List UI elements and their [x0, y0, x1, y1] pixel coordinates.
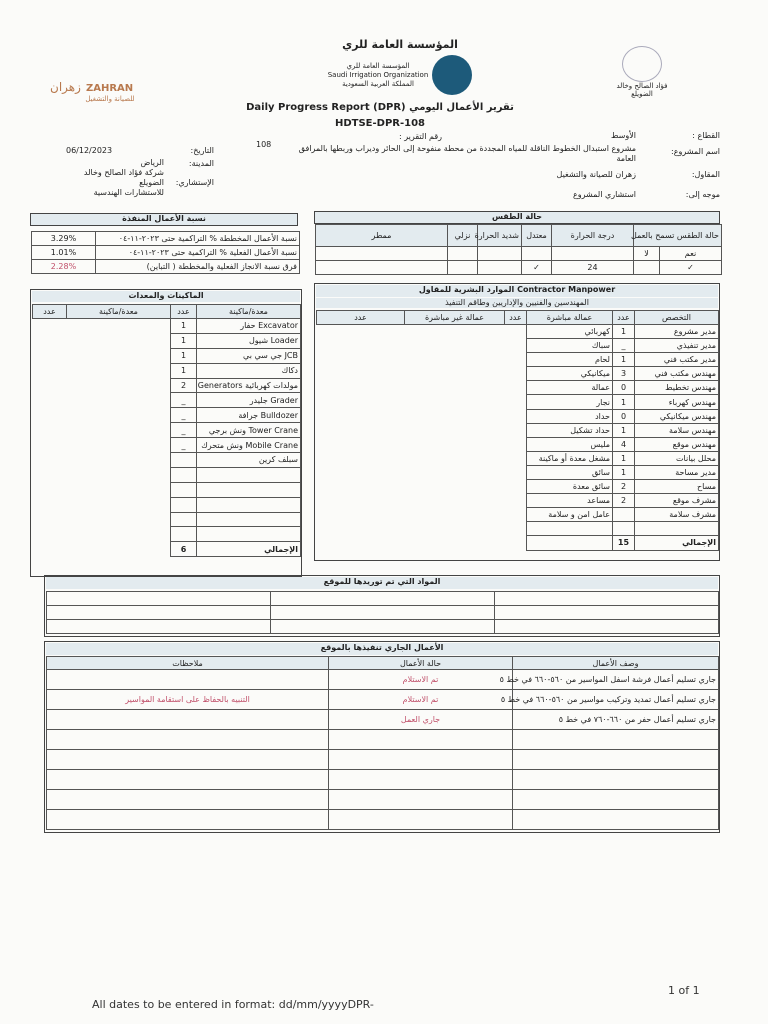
manpower-row — [317, 325, 719, 339]
works-row — [47, 670, 719, 690]
mp-header-count-1: عدد — [613, 311, 635, 325]
equipment-row — [33, 408, 301, 423]
works-status: جاري العمل — [329, 710, 513, 730]
works-status: تم الاستلام — [329, 670, 513, 690]
date-format-note: All dates to be entered in format: dd/mm/yyyyDPR- — [92, 998, 374, 1011]
weather-header-dust: نزلي — [448, 225, 478, 247]
manpower-row — [317, 339, 719, 353]
weather-header-moderate: معتدل — [522, 225, 552, 247]
weather-no: لا — [634, 247, 660, 261]
manpower-cell: 3 — [613, 367, 635, 381]
manpower-cell: مدير مساحة — [635, 465, 719, 479]
manpower-cell: مشرف سلامة — [635, 508, 719, 522]
equipment-cell — [197, 512, 301, 527]
equipment-row — [33, 542, 301, 557]
manpower-title: الموارد البشرية للمقاول Contractor Manpower — [316, 285, 718, 297]
manpower-cell: سباك — [527, 339, 613, 353]
manpower-cell: 2 — [613, 494, 635, 508]
equipment-row — [33, 423, 301, 438]
left-logo-caption: فؤاد الصالح وخالد الضويلع — [616, 82, 668, 98]
works-table — [46, 656, 719, 830]
equipment-cell — [171, 482, 197, 497]
works-header-description: وصف الأعمال — [513, 657, 719, 670]
weather-value — [478, 261, 522, 275]
info-labels-right — [640, 128, 720, 203]
works-note: التنبيه بالحفاظ على استقامة المواسير — [47, 690, 329, 710]
manpower-cell: 1 — [613, 451, 635, 465]
manpower-cell: مدير مكتب فني — [635, 353, 719, 367]
info-values-right — [290, 128, 636, 203]
to-value: استشاري المشروع — [572, 190, 636, 199]
weather-allowed-check: ✓ — [660, 261, 722, 275]
weather-yes: نعم — [660, 247, 722, 261]
equipment-row — [33, 393, 301, 408]
manpower-cell: مشغل معدة أو ماكينة — [527, 451, 613, 465]
works-description — [513, 790, 719, 810]
manpower-row — [317, 465, 719, 479]
equipment-cell: دكاك — [197, 363, 301, 378]
equipment-cell — [197, 467, 301, 482]
equipment-cell — [171, 497, 197, 512]
equipment-row — [33, 319, 301, 334]
zahran-logo — [50, 76, 170, 103]
equipment-cell: 1 — [171, 333, 197, 348]
manpower-cell: حداد تشكيل — [527, 423, 613, 437]
report-no-value: 108 — [256, 140, 272, 149]
works-note — [47, 730, 329, 750]
works-row — [47, 710, 719, 730]
zahran-sub: للصيانة والتشغيل — [85, 95, 135, 103]
equipment-row — [33, 438, 301, 453]
manpower-cell: مهندس موقع — [635, 437, 719, 451]
weather-value — [316, 261, 448, 275]
manpower-cell: مهندس تخطيط — [635, 381, 719, 395]
equipment-table — [32, 304, 301, 557]
manpower-table — [316, 310, 719, 551]
works-note — [47, 790, 329, 810]
mp-header-indirect: عمالة غير مباشرة — [405, 311, 505, 325]
works-description — [513, 730, 719, 750]
org-name-en: Saudi Irrigation Organization — [327, 70, 429, 79]
manpower-cell: كهربائي — [527, 325, 613, 339]
equipment-cell — [171, 512, 197, 527]
to-label: موجه إلى: — [685, 190, 720, 199]
materials-title: المواد التي تم توريدها للموقع — [46, 577, 718, 589]
manpower-cell: 1 — [613, 353, 635, 367]
equipment-row — [33, 333, 301, 348]
works-description: جاري تسليم أعمال فرشة اسفل المواسير من ٥٦٠-٦٦٠ في خط ٥ — [513, 670, 719, 690]
manpower-cell — [613, 522, 635, 536]
mp-header-specialty: التخصص — [635, 311, 719, 325]
manpower-row — [317, 353, 719, 367]
equipment-row — [33, 467, 301, 482]
manpower-cell: 1 — [613, 465, 635, 479]
equipment-cell: Excavator حفار — [197, 319, 301, 334]
manpower-cell: مهندس كهرباء — [635, 395, 719, 409]
equipment-cell — [171, 527, 197, 542]
manpower-cell: حداد — [527, 409, 613, 423]
actual-percent: 1.01% — [32, 246, 96, 260]
manpower-cell: 4 — [613, 437, 635, 451]
project-value: مشروع استبدال الخطوط الناقلة للمياه المجددة من محطة منفوحة إلى الحائر وديراب وربطها بالمرافق العامة — [298, 144, 636, 163]
equipment-cell: Grader جليدر — [197, 393, 301, 408]
works-description — [513, 810, 719, 830]
works-note — [47, 750, 329, 770]
manpower-row — [317, 395, 719, 409]
equipment-cell: 1 — [171, 348, 197, 363]
manpower-cell: 0 — [613, 409, 635, 423]
manpower-cell: _ — [613, 339, 635, 353]
equipment-cell: Bulldozer جرافة — [197, 408, 301, 423]
manpower-row — [317, 451, 719, 465]
eq-header-count-2: عدد — [33, 305, 67, 319]
works-note — [47, 710, 329, 730]
manpower-row — [317, 423, 719, 437]
equipment-cell — [197, 527, 301, 542]
contractor-label: المقاول: — [691, 170, 720, 179]
works-status — [329, 770, 513, 790]
sector-label: القطاع : — [692, 131, 720, 140]
works-description: جاري تسليم أعمال حفر من ٦٦٠-٧٦٠ في خط ٥ — [513, 710, 719, 730]
works-description — [513, 750, 719, 770]
equipment-row — [33, 378, 301, 393]
works-note — [47, 810, 329, 830]
manpower-row — [317, 409, 719, 423]
equipment-row — [33, 453, 301, 468]
consultant-value-1: شركة فؤاد الصالح وخالد الضويلع — [83, 168, 164, 187]
works-row — [47, 790, 719, 810]
works-row — [47, 750, 719, 770]
variance-percent: 2.28% — [32, 260, 96, 274]
equipment-cell — [197, 482, 301, 497]
left-logo — [612, 46, 672, 98]
equipment-cell: Tower Crane ونش برجي — [197, 423, 301, 438]
weather-value — [634, 261, 660, 275]
equipment-cell: 6 — [171, 542, 197, 557]
info-labels-left — [170, 144, 214, 189]
manpower-row — [317, 522, 719, 536]
sector-value: الأوسط — [611, 131, 636, 140]
weather-header-temp: درجة الحرارة — [552, 225, 634, 247]
equipment-row — [33, 512, 301, 527]
manpower-cell: مهندس سلامة — [635, 423, 719, 437]
works-status — [329, 750, 513, 770]
weather-title: حالة الطقس — [314, 211, 720, 224]
equipment-row — [33, 527, 301, 542]
equipment-cell: 1 — [171, 319, 197, 334]
manpower-subtitle: المهندسين والفنيين والإداريين وطاقم التنفيذ — [316, 298, 718, 308]
works-status: تم الاستلام — [329, 690, 513, 710]
planned-label: نسبة الأعمال المخططة % التراكمية حتى ٢٠٢٣-١١-٠٤ — [96, 232, 300, 246]
works-title: الأعمال الجاري تنفيذها بالموقع — [46, 643, 718, 655]
equipment-cell: 2 — [171, 378, 197, 393]
eq-header-count-1: عدد — [171, 305, 197, 319]
manpower-row — [317, 480, 719, 494]
manpower-cell: مشرف موقع — [635, 494, 719, 508]
works-header-notes: ملاحظات — [47, 657, 329, 670]
mp-header-direct: عمالة مباشرة — [527, 311, 613, 325]
eq-header-machine-2: معدة/ماكينة — [67, 305, 171, 319]
works-status — [329, 790, 513, 810]
equipment-cell: الإجمالي — [197, 542, 301, 557]
manpower-cell: 1 — [613, 423, 635, 437]
equipment-cell — [171, 467, 197, 482]
manpower-cell: سائق معدة — [527, 480, 613, 494]
date-label: التاريخ: — [190, 146, 214, 155]
manpower-cell: 1 — [613, 395, 635, 409]
works-description — [513, 770, 719, 790]
mp-header-count-2: عدد — [505, 311, 527, 325]
manpower-row — [317, 494, 719, 508]
equipment-cell: 1 — [171, 363, 197, 378]
consultant-value-2: للاستشارات الهندسية — [93, 188, 164, 197]
report-number: HDTSE-DPR-108 — [334, 118, 426, 129]
manpower-cell: 15 — [613, 536, 635, 550]
contractor-value: زهران للصيانة والتشغيل — [556, 170, 636, 179]
org-country: المملكة العربية السعودية — [342, 79, 414, 88]
equipment-cell: _ — [171, 393, 197, 408]
equipment-row — [33, 482, 301, 497]
equipment-row — [33, 363, 301, 378]
variance-label: فرق نسبة الانجاز الفعلية والمخططة ( التباين) — [96, 260, 300, 274]
works-header-status: حالة الأعمال — [329, 657, 513, 670]
equipment-cell — [171, 453, 197, 468]
manpower-row — [317, 508, 719, 522]
org-name-ar: المؤسسة العامة للري — [346, 61, 410, 70]
manpower-cell — [527, 536, 613, 550]
manpower-cell: الإجمالي — [635, 536, 719, 550]
city-value: الرياض — [140, 158, 164, 167]
equipment-cell: Mobile Crane ونش متحرك — [197, 438, 301, 453]
equipment-row — [33, 348, 301, 363]
weather-moderate-check: ✓ — [522, 261, 552, 275]
manpower-cell: 0 — [613, 381, 635, 395]
weather-value — [448, 261, 478, 275]
eq-header-machine-1: معدة/ماكينة — [197, 305, 301, 319]
weather-header-rain: ممطر — [316, 225, 448, 247]
manpower-cell — [635, 522, 719, 536]
manpower-cell: مساح — [635, 480, 719, 494]
actual-label: نسبة الأعمال الفعلية % التراكمية حتى ٢٠٢٣-١١-٠٤ — [96, 246, 300, 260]
manpower-row — [317, 536, 719, 550]
progress-table — [31, 231, 300, 274]
palm-swords-emblem-icon — [432, 55, 472, 95]
works-description: جاري تسليم أعمال تمديد وتركيب مواسير من ٥٦٠-٦٦٠ في خط ٥ — [513, 690, 719, 710]
manpower-cell: مدير تنفيذي — [635, 339, 719, 353]
manpower-cell — [613, 508, 635, 522]
report-title: Daily Progress Report (DPR) تقرير الأعمال اليومي — [246, 102, 514, 113]
works-row — [47, 770, 719, 790]
works-status — [329, 730, 513, 750]
equipment-row — [33, 497, 301, 512]
equipment-cell: _ — [171, 408, 197, 423]
zahran-ar: زهران — [50, 80, 81, 94]
weather-header-allowed: حالة الطقس تسمح بالعمل — [634, 225, 722, 247]
org-title: المؤسسة العامة للري — [342, 38, 458, 51]
manpower-cell: محلل بيانات — [635, 451, 719, 465]
manpower-cell: لحام — [527, 353, 613, 367]
weather-temperature: 24 — [552, 261, 634, 275]
manpower-row — [317, 437, 719, 451]
equipment-cell — [197, 497, 301, 512]
equipment-cell: JCB جي سي بي — [197, 348, 301, 363]
works-row — [47, 690, 719, 710]
manpower-cell: مساعد — [527, 494, 613, 508]
manpower-row — [317, 381, 719, 395]
manpower-cell: ميكانيكي — [527, 367, 613, 381]
manpower-cell: نجار — [527, 395, 613, 409]
project-label: اسم المشروع: — [671, 147, 720, 156]
date-value: 06/12/2023 — [66, 146, 113, 155]
works-row — [47, 810, 719, 830]
manpower-cell: سائق — [527, 465, 613, 479]
manpower-cell: 1 — [613, 325, 635, 339]
page-number: 1 of 1 — [668, 984, 700, 997]
manpower-row — [317, 367, 719, 381]
report-no-label: رقم التقرير : — [399, 132, 442, 141]
mp-header-count-3: عدد — [317, 311, 405, 325]
manpower-cell: 2 — [613, 480, 635, 494]
drop-logo-icon — [622, 46, 662, 82]
manpower-cell: مهندس ميكانيكي — [635, 409, 719, 423]
planned-percent: 3.29% — [32, 232, 96, 246]
info-values-left — [60, 158, 164, 198]
equipment-cell: مولدات كهربائية Generators — [197, 378, 301, 393]
manpower-cell: مهندس مكتب فني — [635, 367, 719, 381]
zahran-en: ZAHRAN — [85, 83, 134, 94]
equipment-cell: Loader شيول — [197, 333, 301, 348]
equipment-title: الماكينات والمعدات — [32, 291, 300, 302]
works-row — [47, 730, 719, 750]
equipment-cell: _ — [171, 438, 197, 453]
materials-table — [46, 591, 719, 634]
weather-table — [315, 224, 722, 275]
manpower-cell: مليس — [527, 437, 613, 451]
equipment-cell: سبلف كرين — [197, 453, 301, 468]
manpower-cell: عامل امن و سلامة — [527, 508, 613, 522]
city-label: المدينة: — [188, 159, 214, 168]
manpower-cell — [527, 522, 613, 536]
consultant-label: الإستشاري: — [175, 178, 214, 187]
works-status — [329, 810, 513, 830]
progress-title: نسبة الأعمال المنفذة — [30, 213, 298, 226]
equipment-cell: _ — [171, 423, 197, 438]
works-note — [47, 670, 329, 690]
manpower-cell: مدير مشروع — [635, 325, 719, 339]
works-note — [47, 770, 329, 790]
manpower-cell: عمالة — [527, 381, 613, 395]
org-block — [300, 38, 500, 95]
weather-header-hot: شديد الحرارة — [478, 225, 522, 247]
